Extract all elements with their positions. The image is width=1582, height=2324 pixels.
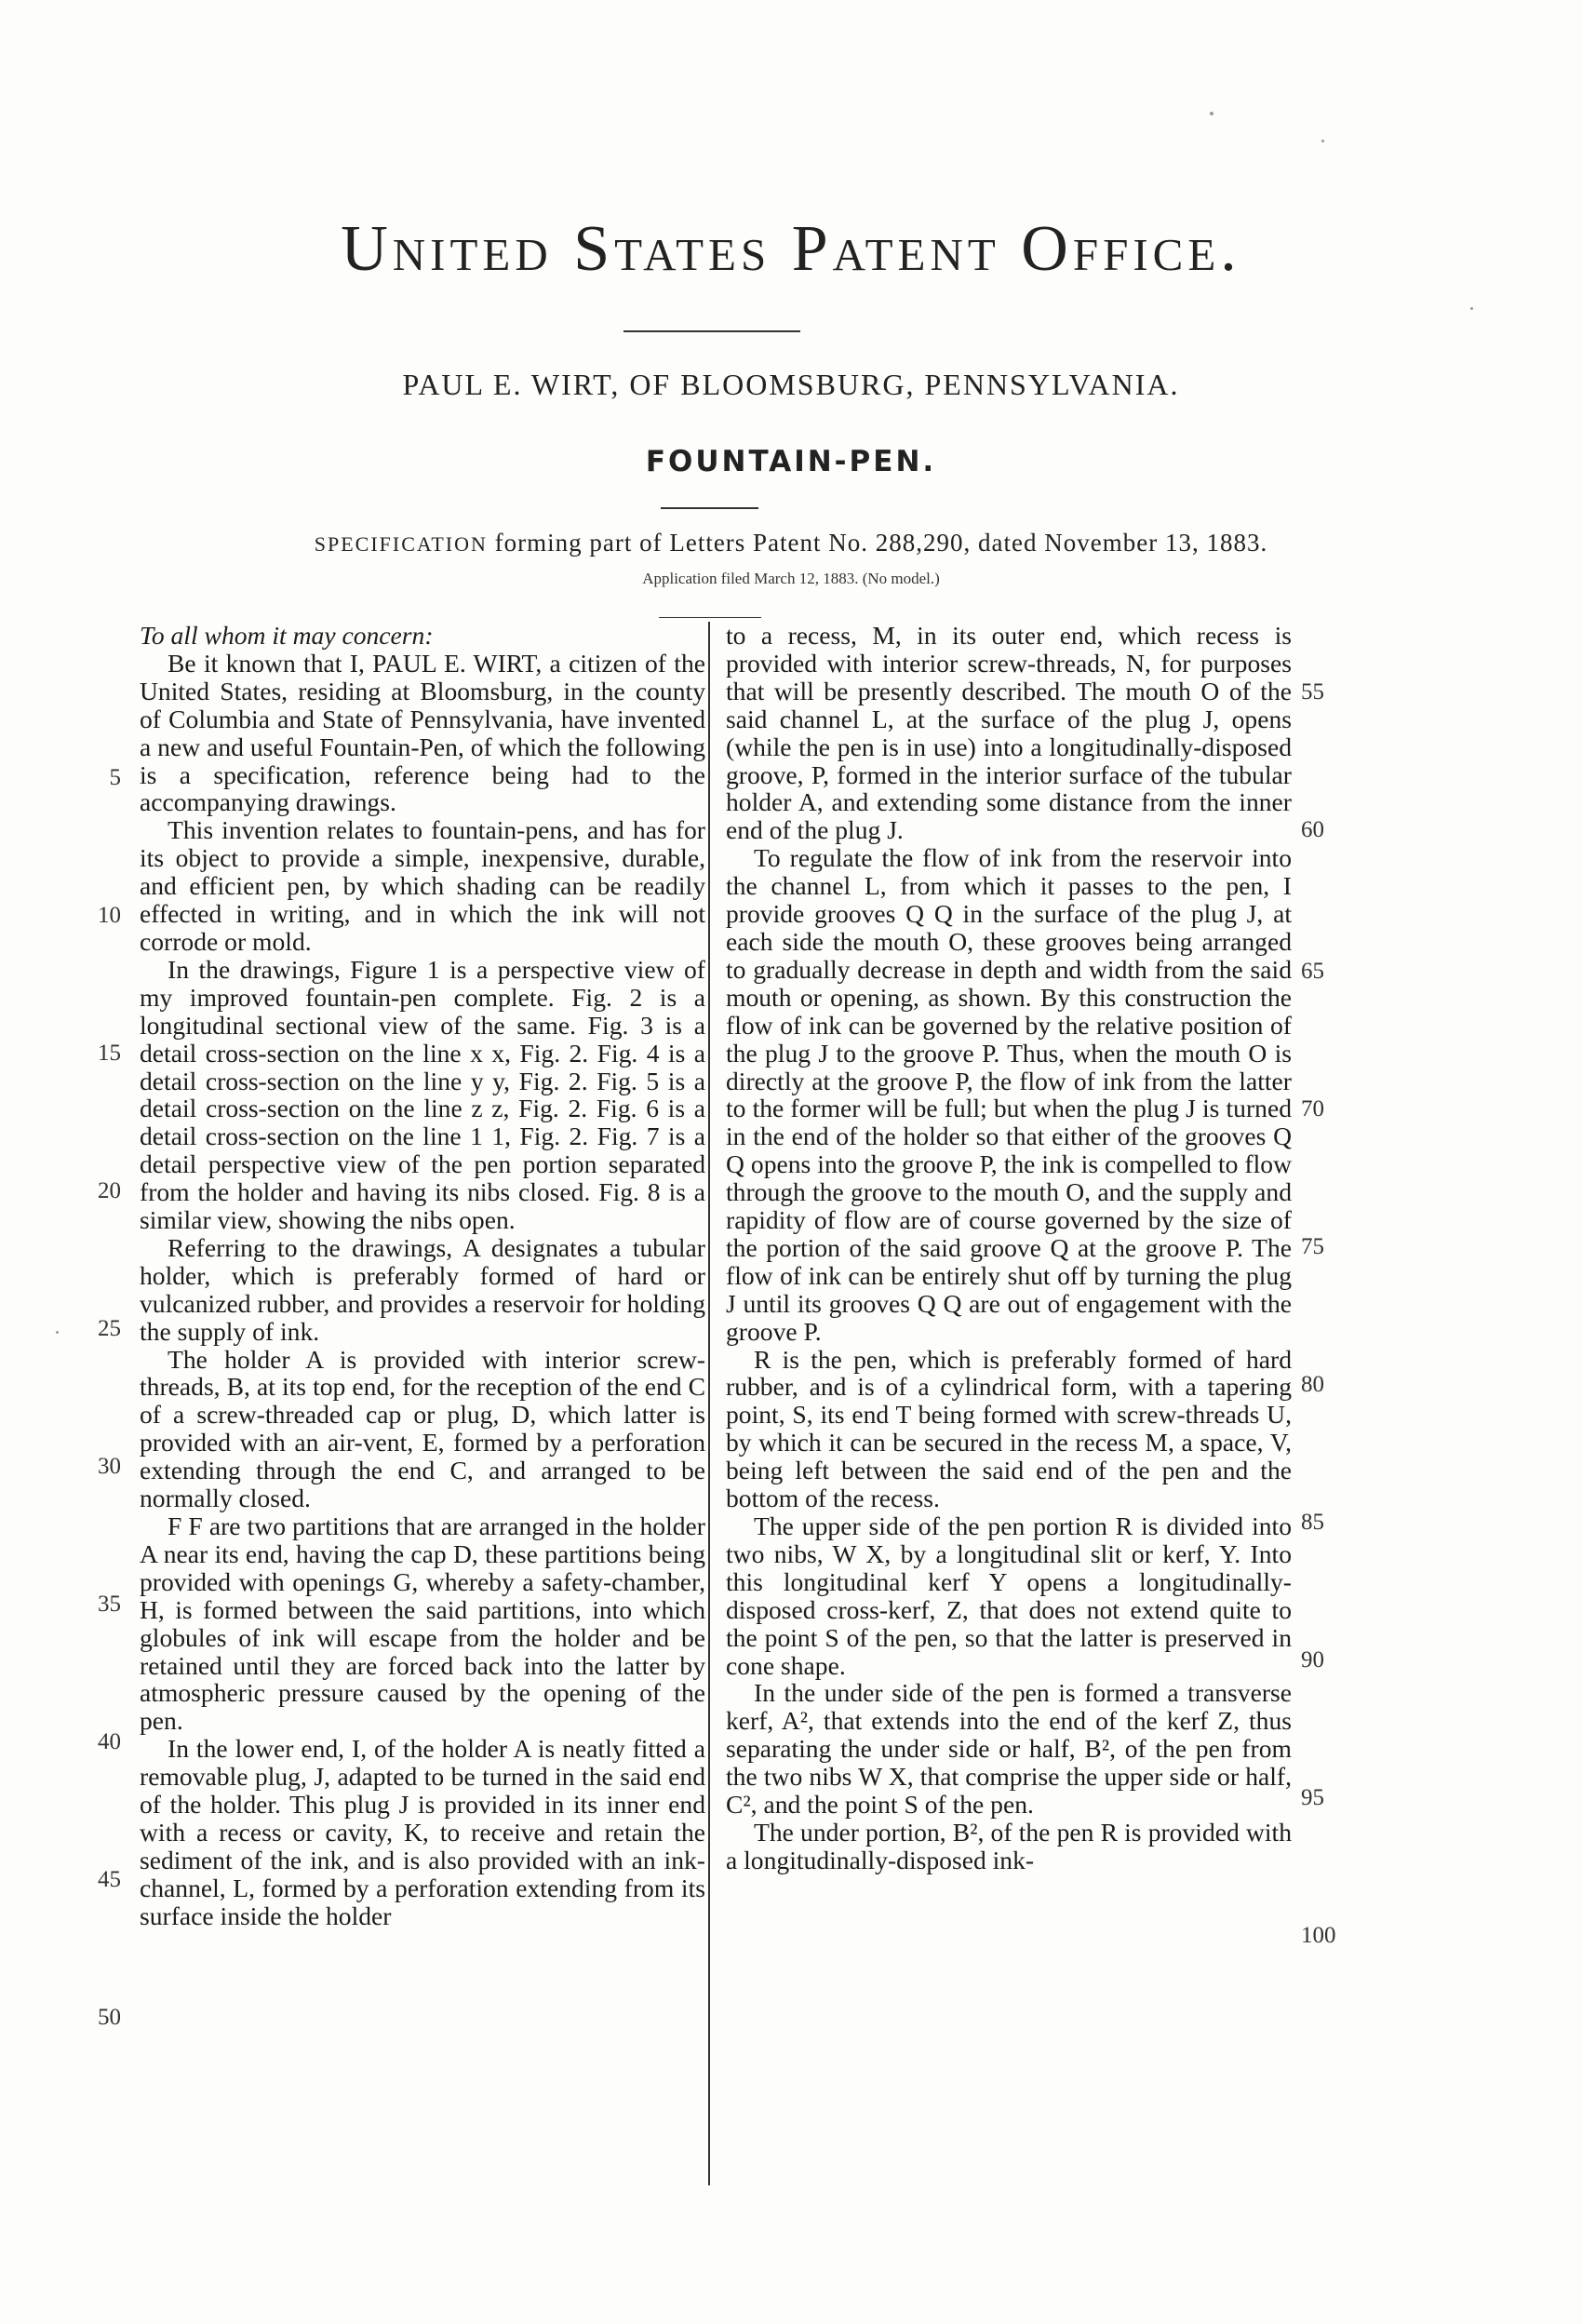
line-number: 55: [1301, 679, 1324, 705]
scan-speck: [1210, 112, 1213, 115]
scan-speck: [1321, 140, 1324, 142]
paragraph: This invention relates to fountain-pens, and has for its object to provide a simple, inexpensive, durable, and efficient pen, by which shading can be readily effected in writing, and in which the ink will not corrode or mold.: [140, 815, 705, 956]
line-number: 35: [98, 1592, 121, 1617]
scan-speck: [1470, 307, 1473, 310]
paragraph: The upper side of the pen portion R is divided into two nibs, W X, by a longitudinal slit or kerf, Y. Into this longitudinal kerf Y opens a longitudinally-disposed cross-kerf, Z, that does not extend quite to the point S of the pen, so that the latter is preserved in cone shape.: [726, 1511, 1292, 1680]
paragraph: The under portion, B², of the pen R is provided with a longitudinally-disposed ink-: [726, 1817, 1292, 1874]
line-number: 45: [98, 1867, 121, 1892]
line-number: 5: [109, 765, 121, 790]
scan-speck: [56, 1331, 59, 1334]
line-number: 50: [98, 2005, 121, 2030]
office-title: United States Patent Office.: [341, 213, 1241, 285]
paragraph: The holder A is provided with interior screw-threads, B, at its top end, for the reception of the end C of a screw-threaded cap or plug, D, which latter is provided with an air-vent, E, formed by a perforation extending through the end C, and arranged to be normally closed.: [140, 1344, 705, 1513]
line-number: 15: [98, 1041, 121, 1066]
column-divider: [708, 622, 710, 2185]
invention-title: FOUNTAIN-PEN.: [645, 445, 937, 478]
paragraph: R is the pen, which is preferably formed of hard rubber, and is of a cylindrical form, with a tapering point, S, its end T being formed with screw-threads U, by which it can be secured in the recess M, a space, V, being left between the said end of the pen and the bottom of the recess.: [726, 1344, 1292, 1513]
paragraph: In the under side of the pen is formed a transverse kerf, A², that extends into the end of the kerf Z, thus separating the under side or half, B², of the pen from the two nibs W X, that comprise the upper side or half, C², and the point S of the pen.: [726, 1678, 1292, 1820]
right-column: [726, 622, 1292, 1874]
application-rule: [659, 617, 761, 618]
paragraph: In the drawings, Figure 1 is a perspective view of my improved fountain-pen complete. Fig. 2 is a longitudinal sectional view of the same. Fig. 3 is a detail cross-section on the line x x, Fig. 2. Fig. 4 is a detail cross-section on the line y y, Fig. 2. Fig. 5 is a detail cross-section on the line z z, Fig. 2. Fig. 6 is a detail cross-section on the line 1 1, Fig. 2. Fig. 7 is a detail perspective view of the pen portion separated from the holder and having its nibs closed. Fig. 8 is a similar view, showing the nibs open.: [140, 954, 705, 1235]
title-rule: [661, 507, 758, 509]
paragraph: Referring to the drawings, A designates a tubular holder, which is preferably formed of hard or vulcanized rubber, and provides a reservoir for holding the supply of ink.: [140, 1232, 705, 1346]
line-number: 10: [98, 903, 121, 928]
header-rule: [623, 330, 800, 332]
salutation: To all whom it may concern:: [140, 621, 434, 650]
specification-line: [0, 529, 1582, 557]
line-number: 95: [1301, 1785, 1324, 1810]
line-number: 40: [98, 1729, 121, 1754]
paragraph: Be it known that I, PAUL E. WIRT, a citizen of the United States, residing at Bloomsburg, in the county of Columbia and State of Pennsylvania, have invented a new and useful Fountain-Pen, of which the following is a specification, reference being had to the accompanying drawings.: [140, 648, 705, 817]
line-number: 85: [1301, 1510, 1324, 1535]
left-column: [140, 622, 705, 1930]
line-number: 30: [98, 1454, 121, 1479]
line-number: 75: [1301, 1234, 1324, 1259]
paragraph: In the lower end, I, of the holder A is neatly fitted a removable plug, J, adapted to be turned in the said end of the holder. This plug J is provided in its inner end with a recess or cavity, K, to receive and retain the sediment of the ink, and is also provided with an ink-channel, L, formed by a perforation extending from its surface inside the holder: [140, 1734, 705, 1930]
line-number: 90: [1301, 1647, 1324, 1672]
line-number: 100: [1301, 1923, 1336, 1948]
line-number: 80: [1301, 1372, 1324, 1397]
line-number: 20: [98, 1178, 121, 1203]
line-number: 65: [1301, 959, 1324, 984]
line-number: 70: [1301, 1096, 1324, 1122]
line-number: 25: [98, 1316, 121, 1341]
paragraph: to a recess, M, in its outer end, which recess is provided with interior screw-threads, N, for purposes that will be presently described. The mouth O of the said channel L, at the surface of the plug J, opens (while the pen is in use) into a longitudinally-disposed groove, P, formed in the interior surface of the tubular holder A, and extending some distance from the inner end of the plug J.: [726, 621, 1292, 845]
paragraph: To regulate the flow of ink from the reservoir into the channel L, from which it passes to the pen, I provide grooves Q Q in the surface of the plug J, at each side the mouth O, these grooves being arranged to gradually decrease in depth and width from the said mouth or opening, as shown. By this construction the flow of ink can be governed by the relative position of the plug J to the groove P. Thus, when the mouth O is directly at the groove P, the flow of ink from the latter to the former will be full; but when the plug J is turned in the end of the holder so that either of the grooves Q Q opens into the groove P, the ink is compelled to flow through the groove to the mouth O, and the supply and rapidity of flow are of course governed by the size of the portion of the said groove Q at the groove P. The flow of ink can be entirely shut off by turning the plug J until its grooves Q Q are out of engagement with the groove P.: [726, 843, 1292, 1346]
paragraph: F F are two partitions that are arranged in the holder A near its end, having the cap D, these partitions being provided with openings G, whereby a safety-chamber, H, is formed between the said partitions, into which globules of ink will escape from the holder and be retained until they are forced back into the latter by atmospheric pressure caused by the opening of the pen.: [140, 1511, 705, 1736]
specification-lead: SPECIFICATION: [314, 532, 488, 556]
application-line: Application filed March 12, 1883. (No model.): [642, 570, 940, 587]
inventor-line: PAUL E. WIRT, OF BLOOMSBURG, PENNSYLVANIA.: [402, 368, 1180, 401]
line-number: 60: [1301, 817, 1324, 842]
specification-text: forming part of Letters Patent No. 288,290, dated November 13, 1883.: [494, 529, 1268, 557]
